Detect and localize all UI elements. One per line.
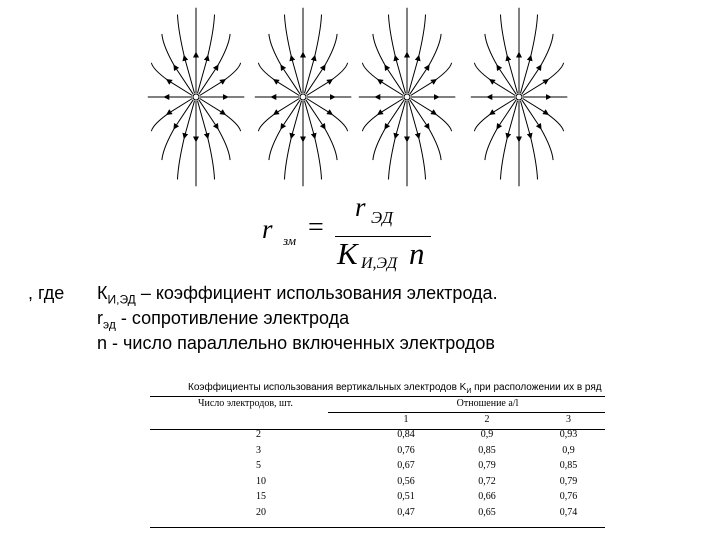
field-line [307,63,348,96]
table-row [150,427,605,443]
cell-coefficient: 0,76 [559,491,578,503]
def-text: - сопротивление электрода [115,308,350,328]
field-line [485,34,516,94]
field-line [198,101,215,180]
cell-coefficient: 0,74 [559,506,578,518]
electrode-point [404,94,410,100]
electrode-point [300,94,306,100]
field-line [200,63,241,96]
def-text: - число параллельно включенных электродов [107,333,495,353]
cell-electrode-count: 20 [256,506,266,518]
caption-subscript: И [466,388,472,395]
field-line [501,101,518,180]
cell-coefficient: 0,67 [397,460,415,472]
def-text: – коэффициент использования электрода. [135,283,498,303]
table-row [150,458,605,474]
cell-coefficient: 0,85 [559,460,578,472]
definition-r [97,308,349,332]
electrode-point [516,94,522,100]
formula-lhs: r [262,214,273,244]
definition-k [97,283,498,307]
field-line [389,101,406,180]
cell-coefficient: 0,65 [478,506,496,518]
field-line [258,63,299,96]
def-symbol: К [97,283,108,303]
cell-coefficient: 0,79 [559,475,578,487]
cell-coefficient: 0,72 [478,475,496,487]
cell-coefficient: 0,79 [478,460,496,472]
field-line [306,34,337,94]
field-line [410,34,441,94]
def-symbol: r [97,308,103,328]
formula-numerator-sub: ЭД [371,208,393,227]
table-rule-bottom [150,527,605,528]
formula-lhs-sub: зм [283,233,297,248]
table-row [150,505,605,521]
field-line [501,15,518,94]
field-line [162,100,193,160]
cell-electrode-count: 3 [256,444,261,456]
cell-coefficient: 0,51 [397,491,415,503]
field-line [178,15,195,94]
field-line [411,99,452,132]
formula-denominator-sub: И,ЭД [361,255,398,272]
field-line [411,63,452,96]
coefficient-table [150,396,605,520]
definition-n [97,333,495,354]
ratio-header: 3 [566,413,571,425]
field-line [269,34,300,94]
col-header-ratio: Отношение a/l [456,398,519,410]
cell-coefficient: 0,76 [397,444,415,456]
field-line [410,100,441,160]
table-header-row [150,396,605,412]
ratio-header-row [150,412,605,428]
formula-numerator: r [355,192,366,222]
field-line [305,15,322,94]
field-line [474,63,515,96]
col-header-electrodes: Число электродов, шт. [198,398,293,410]
cell-coefficient: 0,47 [397,506,415,518]
field-line [523,99,564,132]
def-subscript: И,ЭД [107,292,136,307]
field-line [162,34,193,94]
ratio-header: 1 [403,413,409,425]
field-line [523,63,564,96]
electrode-point [193,94,199,100]
field-line [285,101,302,180]
field-line [389,15,406,94]
field-line [409,101,426,180]
table-row [150,443,605,459]
field-line [522,100,553,160]
field-line [269,100,300,160]
def-symbol: n [97,333,108,353]
cell-coefficient: 0,93 [559,429,578,441]
cell-electrode-count: 15 [256,491,266,503]
cell-electrode-count: 10 [256,475,266,487]
field-line [373,100,404,160]
field-line [521,15,538,94]
field-line [258,99,299,132]
where-label: , где [28,283,65,303]
def-subscript: эд [103,317,116,332]
electrode-field-diagram [0,0,720,200]
table-caption [188,382,602,395]
caption-text: Коэффициенты использования вертикальных электродов K [188,382,467,393]
field-line [305,101,322,180]
cell-coefficient: 0,85 [478,444,496,456]
field-line [409,15,426,94]
cell-coefficient: 0,84 [397,429,415,441]
formula-denominator-n: n [409,236,425,271]
field-line [522,34,553,94]
cell-coefficient: 0,66 [478,491,496,503]
field-line [362,63,403,96]
formula-equals: = [308,212,324,243]
field-line [151,63,192,96]
formula-denominator: K [337,236,358,271]
field-line [200,99,241,132]
caption-suffix: при расположении их в ряд [471,382,602,393]
field-line [285,15,302,94]
field-line [362,99,403,132]
cell-coefficient: 0,56 [397,475,415,487]
cell-electrode-count: 2 [256,429,261,441]
field-line [178,101,195,180]
cell-coefficient: 0,9 [562,444,575,456]
field-line [151,99,192,132]
field-line [485,100,516,160]
field-line [199,100,230,160]
cell-electrode-count: 5 [256,460,261,472]
cell-coefficient: 0,9 [480,429,494,441]
field-line [198,15,215,94]
field-line [199,34,230,94]
table-row [150,474,605,490]
ratio-header: 2 [484,413,490,425]
field-line [373,34,404,94]
field-line [306,100,337,160]
field-line [307,99,348,132]
field-line [474,99,515,132]
field-line [521,101,538,180]
table-row [150,489,605,505]
